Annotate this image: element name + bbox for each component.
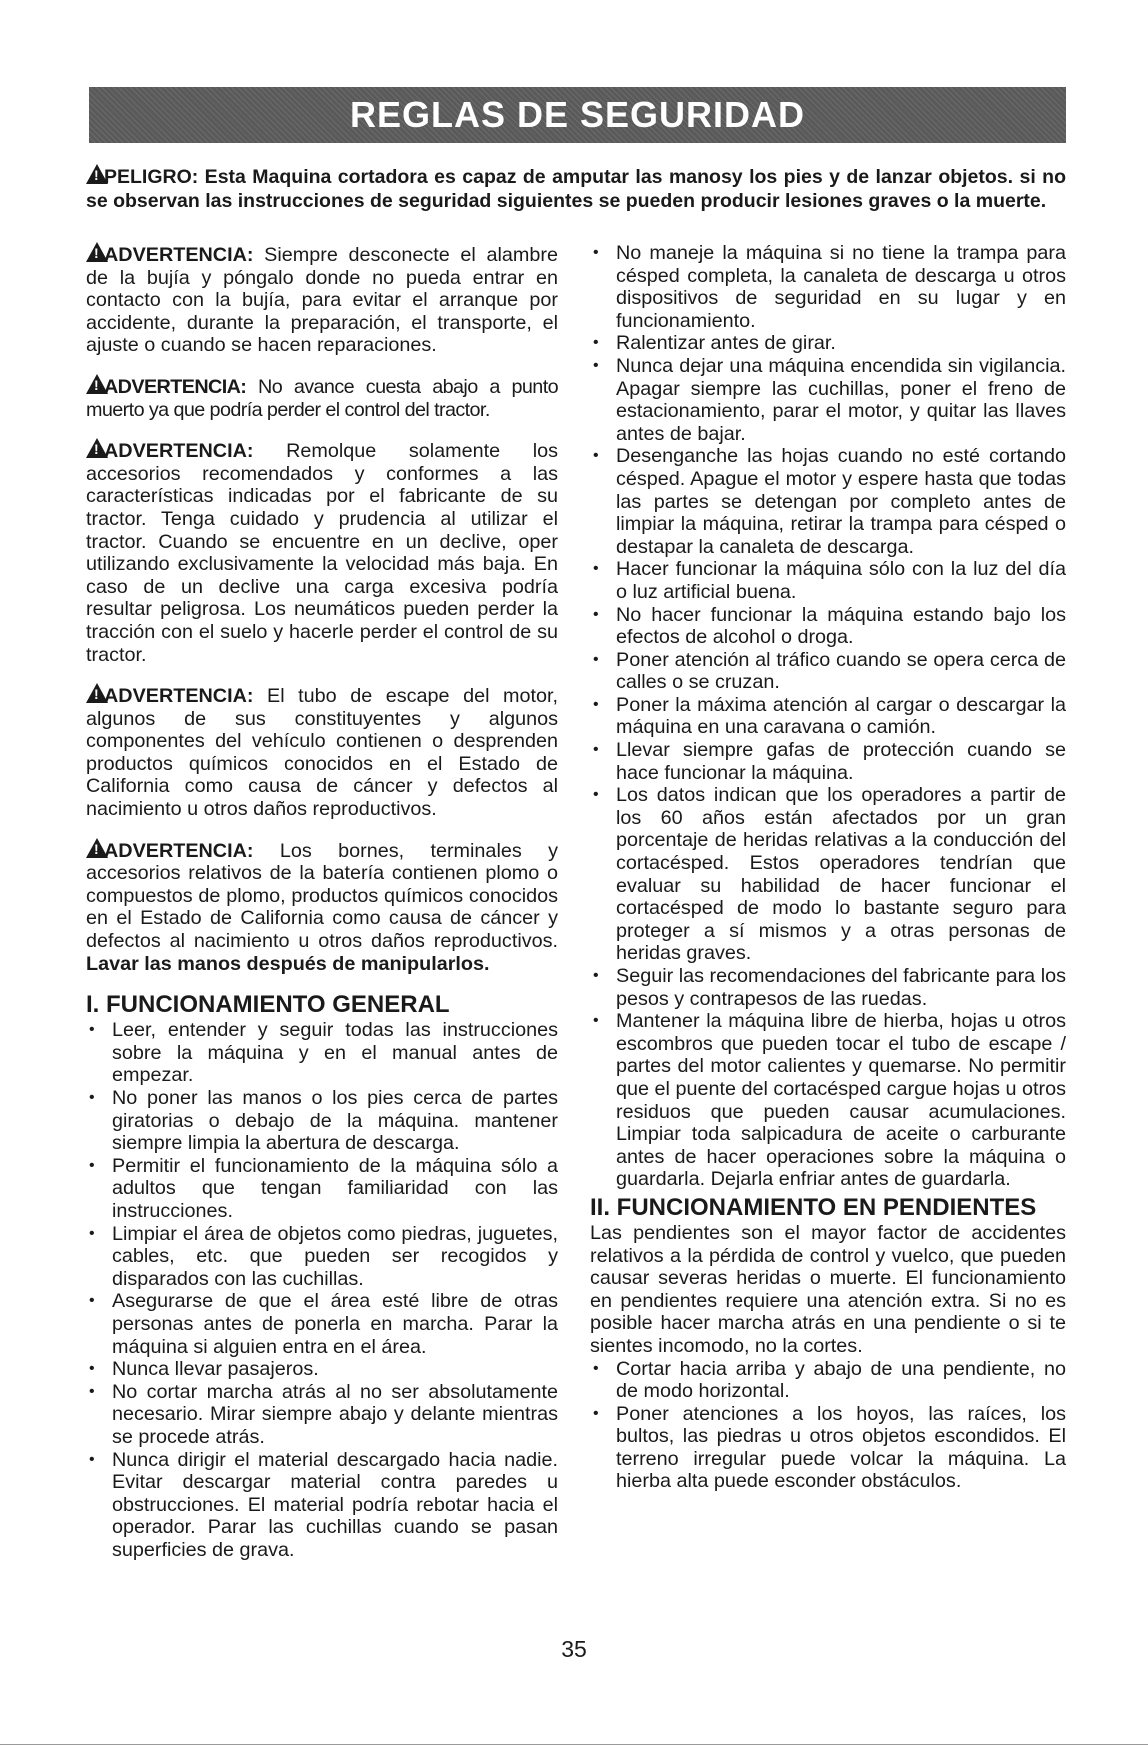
list-item: • Leer, entender y seguir todas las instrucciones sobre la máquina y en el manual antes de empezar.	[86, 1019, 558, 1087]
danger-text: Esta Maquina cortadora es capaz de amputar las manosy los pies y de lanzar objetos. si no se observan las instrucciones de seguridad siguientes se pueden producir lesiones graves o la muerte.	[86, 166, 1066, 212]
general-operation-list-continued	[590, 242, 1066, 1191]
warning-keyword: ADVERTENCIA:	[104, 244, 254, 266]
section-heading: II. FUNCIONAMIENTO EN PENDIENTES	[590, 1193, 1037, 1221]
list-item: • Llevar siempre gafas de protección cuando se hace funcionar la máquina.	[590, 739, 1066, 784]
warning-keyword: ADVERTENCIA:	[104, 440, 254, 463]
warning-bold-instruction: Lavar las manos después de manipularlos.	[86, 952, 490, 975]
warning-triangle-icon	[86, 683, 108, 703]
warning-paragraph	[86, 683, 558, 821]
warning-paragraph	[86, 438, 558, 666]
warning-paragraph	[86, 374, 558, 421]
list-item: • Poner atenciones a los hoyos, las raíces, los bultos, las piedras u otros objetos escondidos. El terreno irregular puede volcar la máquina. La hierba alta puede esconder obstáculos.	[590, 1403, 1066, 1493]
warning-text: Los bornes, terminales y accesorios relativos de la batería contienen plomo o compuestos de plomo, productos químicos conocidos en el Estado de California como causa de cáncer y defectos al nacimiento u otros daños reproductivos.	[86, 839, 558, 953]
warning-keyword: ADVERTENCIA:	[104, 375, 247, 398]
list-item: • Nunca dirigir el material descargado hacia nadie. Evitar descargar material contra paredes u obstrucciones. El material podría rebotar hacia el operador. Parar las cuchillas cuando se pasan superficies de grava.	[86, 1449, 558, 1562]
list-item: • No cortar marcha atrás al no ser absolutamente necesario. Mirar siempre abajo y delante mientras se procede atrás.	[86, 1381, 558, 1449]
warning-text: El tubo de escape del motor, algunos de sus constituyentes y algunos componentes del vehículo contienen o desprenden productos químicos conocidos en el Estado de California como causa de cáncer y defectos al nacimiento u otros daños reproductivos.	[86, 685, 558, 821]
warning-text: Remolque solamente los accesorios recomendados y conformes a las características indicadas por el fabricante de su tractor. Tenga cuidado y prudencia al utilizar el tractor. Cuando se encuentre en un declive, oper utilizando exclusivamente la velocidad más baja. En caso de un declive una carga excesiva podría resultar peligrosa. Los neumáticos pueden perder la tracción con el suelo y hacerle perder el control de su tractor.	[86, 440, 558, 666]
section-heading: I. FUNCIONAMIENTO GENERAL	[86, 991, 450, 1019]
section-banner	[89, 87, 1066, 143]
list-item: • Limpiar el área de objetos como piedras, juguetes, cables, etc. que pueden ser recogidos y disparados con las cuchillas.	[86, 1223, 558, 1291]
warning-text: No avance cuesta abajo a punto muerto ya que podría perder el control del tractor.	[86, 375, 558, 421]
page-number: 35	[561, 1636, 587, 1662]
list-item: • Cortar hacia arriba y abajo de una pendiente, no de modo horizontal.	[590, 1358, 1066, 1403]
warning-keyword: ADVERTENCIA:	[104, 685, 254, 708]
scan-edge-line	[0, 1744, 1148, 1745]
slope-intro-paragraph: Las pendientes son el mayor factor de accidentes relativos a la pérdida de control y vuelco, que pueden causar severas heridas o muerte. El funcionamiento en pendientes requiere una atención extra. Si no es posible hacer marcha atrás en una pendiente o si te sientes incomodo, no la cortes.	[590, 1221, 1066, 1357]
page-title: REGLAS DE SEGURIDAD	[349, 94, 806, 135]
right-column	[590, 242, 1066, 1493]
warning-paragraph	[86, 242, 558, 357]
list-item: • Poner atención al tráfico cuando se opera cerca de calles o se cruzan.	[590, 649, 1066, 694]
warning-paragraph	[86, 838, 558, 976]
list-item: • Nunca dejar una máquina encendida sin vigilancia. Apagar siempre las cuchillas, poner el freno de estacionamiento, parar el motor, y quitar las llaves antes de bajar.	[590, 355, 1066, 445]
list-item: • Poner la máxima atención al cargar o descargar la máquina en una caravana o camión.	[590, 694, 1066, 739]
warning-triangle-icon	[86, 164, 108, 184]
warning-text: Siempre desconecte el alambre de la bujía y póngalo donde no pueda entrar en contacto con la bujía, para evitar el arranque por accidente, durante la preparación, el transporte, el ajuste o cuando se hacen reparaciones.	[86, 244, 558, 357]
slope-operation-list	[590, 1358, 1066, 1494]
list-item: • Mantener la máquina libre de hierba, hojas u otros escombros que pueden tocar el tubo de escape / partes del motor calientes y quemarse. No permitir que el puente del cortacésped cargue hojas u otros residuos que pueden causar acumulaciones. Limpiar toda salpicadura de aceite o carburante antes de hacer operaciones sobre la máquina o guardarla. Dejarla enfriar antes de guardarla.	[590, 1010, 1066, 1191]
list-item: • Asegurarse de que el área esté libre de otras personas antes de ponerla en marcha. Parar la máquina si alguien entra en el área.	[86, 1290, 558, 1358]
danger-keyword: PELIGRO:	[104, 166, 199, 188]
list-item: • No maneje la máquina si no tiene la trampa para césped completa, la canaleta de descarga u otros dispositivos de seguridad en su lugar y en funcionamiento.	[590, 242, 1066, 332]
list-item: • Los datos indican que los operadores a partir de los 60 años están afectados por un gran porcentaje de heridas relativas a la conducción del cortacésped. Estos operadores tendrían que evaluar su habilidad de hacer funcionar el cortacésped de modo lo bastante seguro para proteger a sí mismos y a otras personas de heridas graves.	[590, 784, 1066, 965]
list-item: • Ralentizar antes de girar.	[590, 332, 1066, 355]
list-item: • Seguir las recomendaciones del fabricante para los pesos y contrapesos de las ruedas.	[590, 965, 1066, 1010]
list-item: • Nunca llevar pasajeros.	[86, 1358, 558, 1381]
list-item: • No poner las manos o los pies cerca de partes giratorias o debajo de la máquina. mantener siempre limpia la abertura de descarga.	[86, 1087, 558, 1155]
warning-triangle-icon	[86, 242, 108, 262]
danger-notice	[86, 164, 1066, 213]
list-item: • No hacer funcionar la máquina estando bajo los efectos de alcohol o droga.	[590, 604, 1066, 649]
left-column	[86, 242, 558, 1561]
warning-triangle-icon	[86, 438, 108, 458]
general-operation-list	[86, 1019, 558, 1561]
warning-triangle-icon	[86, 838, 108, 858]
list-item: • Desenganche las hojas cuando no esté cortando césped. Apague el motor y espere hasta que todas las partes se detengan por completo antes de limpiar la máquina, retirar la trampa para césped o destapar la canaleta de descarga.	[590, 445, 1066, 558]
list-item: • Permitir el funcionamiento de la máquina sólo a adultos que tengan familiaridad con las instrucciones.	[86, 1155, 558, 1223]
list-item: • Hacer funcionar la máquina sólo con la luz del día o luz artificial buena.	[590, 558, 1066, 603]
warning-triangle-icon	[86, 374, 108, 394]
warning-keyword: ADVERTENCIA:	[104, 839, 254, 862]
